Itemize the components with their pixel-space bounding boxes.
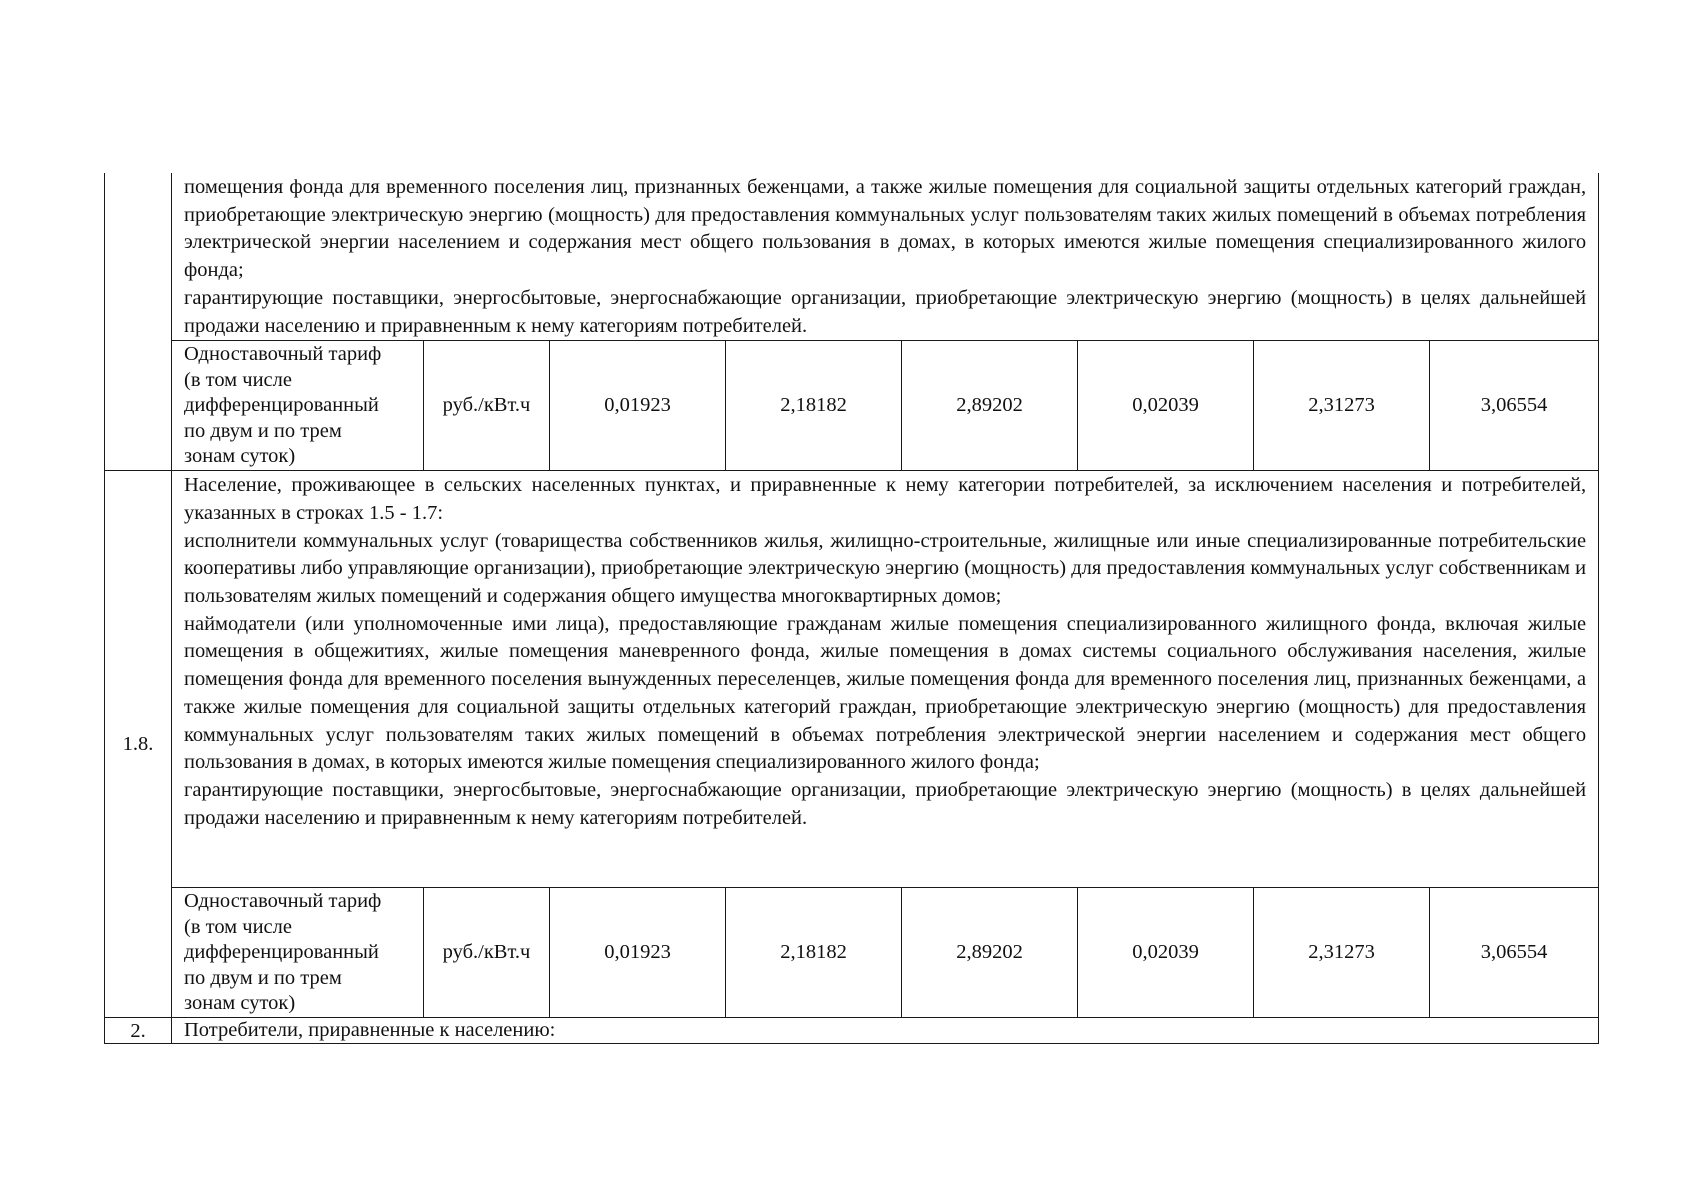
tariff-label-line: зонам суток) <box>184 992 296 1015</box>
tariff-label-line: дифференцированный <box>184 941 379 964</box>
tariff-label-cell <box>172 888 424 1018</box>
continued-number-cell <box>105 173 172 471</box>
tariff-label-line: зонам суток) <box>184 445 296 468</box>
tariff-value-cell: 3,06554 <box>1430 888 1599 1018</box>
continued-description-cell <box>172 173 1599 341</box>
continued-tariff-row <box>105 341 1599 471</box>
row-1-8-description-cell <box>172 471 1599 888</box>
row-2-text-cell: Потребители, приравненные к населению: <box>172 1018 1599 1044</box>
tariff-label-cell <box>172 341 424 471</box>
tariff-value-cell: 2,31273 <box>1254 341 1430 471</box>
description-paragraph: гарантирующие поставщики, энергосбытовые, энергоснабжающие организации, приобретающие электрическую энергию (мощность) в целях дальнейшей продажи населению и приравненным к нему категориям потребителей. <box>184 778 1587 829</box>
tariff-value-cell: 2,89202 <box>902 341 1078 471</box>
tariff-value-cell: 2,31273 <box>1254 888 1430 1018</box>
unit-cell: руб./кВт.ч <box>424 341 550 471</box>
unit-cell: руб./кВт.ч <box>424 888 550 1018</box>
tariff-label-line: по двум и по трем <box>184 419 342 442</box>
tariff-value-cell: 2,89202 <box>902 888 1078 1018</box>
description-paragraph: гарантирующие поставщики, энергосбытовые, энергоснабжающие организации, приобретающие электрическую энергию (мощность) в целях дальнейшей продажи населению и приравненным к нему категориям потребителей. <box>184 286 1587 337</box>
description-paragraph: исполнители коммунальных услуг (товарищества собственников жилья, жилищно-строительные, жилищные или иные специализированные потребительские кооперативы либо управляющие организации), приобретающие электрическую энергию (мощность) для предоставления коммунальных услуг собственникам и пользователям жилых помещений и содержания общего имущества многоквартирных домов; <box>184 529 1587 608</box>
tariff-label-line: Одноставочный тариф <box>184 343 382 366</box>
tariff-label-line: (в том числе <box>184 368 292 391</box>
tariff-label-line: по двум и по трем <box>184 966 342 989</box>
description-paragraph: наймодатели (или уполномоченные ими лица), предоставляющие гражданам жилые помещения специализированного жилищного фонда, включая жилые помещения в общежитиях, жилые помещения маневренного фонда, жилые помещения в домах системы социального обслуживания населения, жилые помещения фонда для временного поселения вынужденных переселенцев, жилые помещения фонда для временного поселения лиц, признанных беженцами, а также жилые помещения для социальной защиты отдельных категорий граждан, приобретающие электрическую энергию (мощность) для предоставления коммунальных услуг пользователям таких жилых помещений в объемах потребления электрической энергии населением и содержания мест общего пользования в домах, в которых имеются жилые помещения специализированного жилого фонда; <box>184 612 1587 774</box>
tariff-value-cell: 0,01923 <box>550 888 726 1018</box>
tariff-value-cell: 0,02039 <box>1078 888 1254 1018</box>
tariff-label-line: дифференцированный <box>184 394 379 417</box>
tariff-value-cell: 2,18182 <box>726 341 902 471</box>
tariff-value-cell: 3,06554 <box>1430 341 1599 471</box>
row-number-cell: 2. <box>105 1018 172 1044</box>
description-paragraph: Население, проживающее в сельских населенных пунктах, и приравненные к нему категории потребителей, за исключением населения и потребителей, указанных в строках 1.5 - 1.7: <box>184 474 1587 524</box>
tariff-table <box>104 173 1599 1044</box>
tariff-label-line: (в том числе <box>184 915 292 938</box>
row-1-8-tariff <box>105 888 1599 1018</box>
tariff-value-cell: 0,01923 <box>550 341 726 471</box>
description-paragraph: помещения фонда для временного поселения лиц, признанных беженцами, а также жилые помещения для социальной защиты отдельных категорий граждан, приобретающие электрическую энергию (мощность) для предоставления коммунальных услуг пользователям таких жилых помещений в объемах потребления электрической энергии населением и содержания мест общего пользования в домах, в которых имеются жилые помещения специализированного жилого фонда; <box>184 176 1587 282</box>
continued-description-row <box>105 173 1599 341</box>
tariff-value-cell: 0,02039 <box>1078 341 1254 471</box>
row-1-8-description <box>105 471 1599 888</box>
row-number-cell: 1.8. <box>105 471 172 1018</box>
tariff-label-line: Одноставочный тариф <box>184 890 382 913</box>
row-2 <box>105 1018 1599 1044</box>
tariff-value-cell: 2,18182 <box>726 888 902 1018</box>
